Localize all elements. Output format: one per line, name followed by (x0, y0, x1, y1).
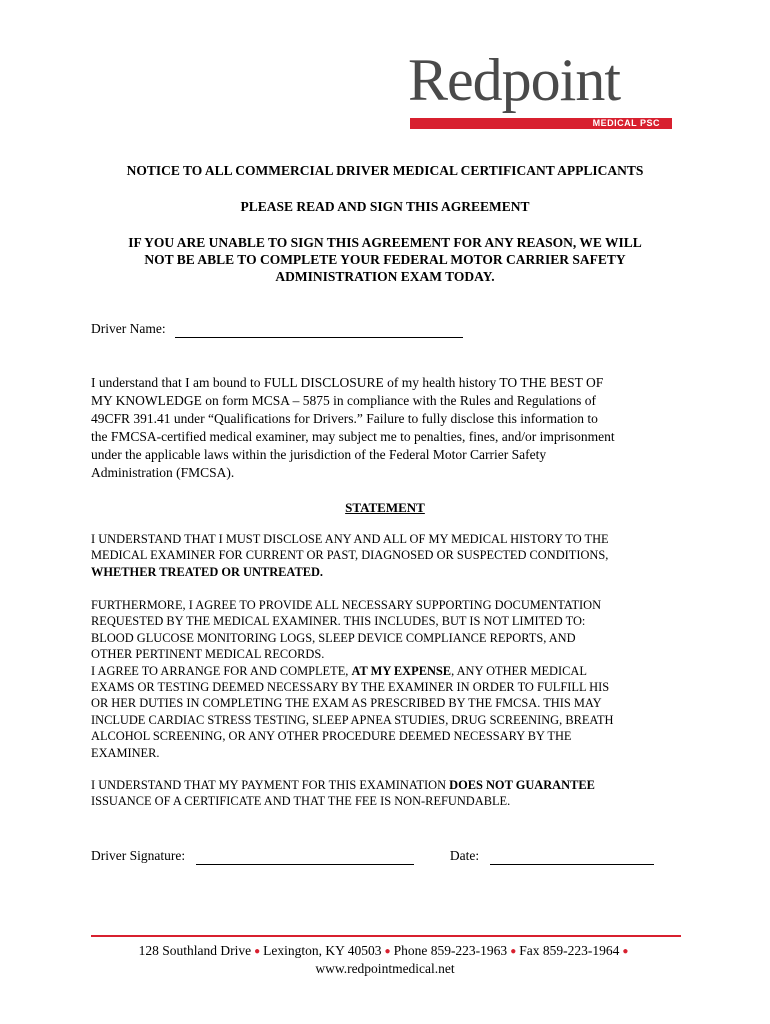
statement-text: I UNDERSTAND THAT MY PAYMENT FOR THIS EXAMINATION (91, 778, 450, 792)
disclosure-line: Administration (FMCSA). (91, 465, 235, 480)
warning-line: IF YOU ARE UNABLE TO SIGN THIS AGREEMENT FOR ANY REASON, WE WILL (128, 235, 642, 250)
bullet-icon: ● (622, 945, 629, 957)
footer-fax: Fax 859-223-1964 (519, 943, 620, 958)
footer-website[interactable]: www.redpointmedical.net (315, 961, 455, 976)
statement-documentation (91, 597, 691, 761)
statement-line: ISSUANCE OF A CERTIFICATE AND THAT THE FEE IS NON-REFUNDABLE. (91, 794, 511, 809)
driver-name-row (91, 320, 691, 338)
logo-wordmark: Redpoint (408, 47, 620, 113)
at-my-expense-emphasis: AT MY EXPENSE (351, 663, 452, 678)
notice-heading: NOTICE TO ALL COMMERCIAL DRIVER MEDICAL CERTIFICANT APPLICANTS (126, 163, 644, 178)
company-logo (408, 47, 676, 130)
statement-line: INCLUDE CARDIAC STRESS TESTING, SLEEP APNEA STUDIES, DRUG SCREENING, BREATH (91, 712, 614, 727)
footer-city: Lexington, KY 40503 (263, 943, 382, 958)
date-label: Date: (449, 848, 480, 863)
warning-heading (60, 234, 710, 285)
statement-line: EXAMINER. (91, 745, 160, 760)
statement-text: , ANY OTHER MEDICAL (451, 663, 587, 678)
signature-field[interactable] (196, 851, 414, 865)
footer-street: 128 Southland Drive (138, 943, 252, 958)
disclosure-line: the FMCSA-certified medical examiner, may subject me to penalties, fines, and/or imprisonment (91, 429, 615, 444)
statement-line-bold: WHETHER TREATED OR UNTREATED. (91, 564, 324, 579)
no-guarantee-emphasis: DOES NOT GUARANTEE (449, 778, 595, 792)
statement-line: REQUESTED BY THE MEDICAL EXAMINER. THIS INCLUDES, BUT IS NOT LIMITED TO: (91, 614, 586, 629)
statement-line: FURTHERMORE, I AGREE TO PROVIDE ALL NECESSARY SUPPORTING DOCUMENTATION (91, 598, 602, 612)
statement-line: MEDICAL EXAMINER FOR CURRENT OR PAST, DIAGNOSED OR SUSPECTED CONDITIONS, (91, 548, 609, 563)
bullet-icon: ● (384, 945, 391, 957)
disclosure-paragraph (91, 374, 691, 482)
statement-line: OR HER DUTIES IN COMPLETING THE EXAM AS PRESCRIBED BY THE FMCSA. THIS MAY (91, 696, 602, 711)
statement-line: EXAMS OR TESTING DEEMED NECESSARY BY THE EXAMINER IN ORDER TO FULFILL HIS (91, 680, 610, 695)
footer-phone: Phone 859-223-1963 (393, 943, 508, 958)
please-read-heading: PLEASE READ AND SIGN THIS AGREEMENT (240, 199, 530, 214)
statement-expense-line (91, 663, 691, 679)
footer-address (60, 942, 710, 961)
statement-text: I AGREE TO ARRANGE FOR AND COMPLETE, (91, 663, 352, 678)
disclosure-line: MY KNOWLEDGE on form MCSA – 5875 in compliance with the Rules and Regulations of (91, 393, 596, 408)
statement-disclose (91, 531, 691, 580)
footer-divider (91, 935, 681, 937)
statement-line: OTHER PERTINENT MEDICAL RECORDS. (91, 647, 325, 662)
disclosure-line: under the applicable laws within the jurisdiction of the Federal Motor Carrier Safety (91, 447, 547, 462)
bullet-icon: ● (510, 945, 517, 957)
statement-title: STATEMENT (345, 500, 425, 515)
statement-payment (91, 777, 691, 810)
statement-payment-line (91, 777, 691, 793)
warning-line: NOT BE ABLE TO COMPLETE YOUR FEDERAL MOTOR CARRIER SAFETY (144, 252, 626, 267)
statement-line: I UNDERSTAND THAT I MUST DISCLOSE ANY AND ALL OF MY MEDICAL HISTORY TO THE (91, 532, 609, 546)
logo-subtitle: MEDICAL PSC (592, 118, 660, 128)
statement-line: ALCOHOL SCREENING, OR ANY OTHER PROCEDURE DEEMED NECESSARY BY THE (91, 729, 572, 744)
signature-row (91, 847, 691, 865)
date-field[interactable] (490, 851, 654, 865)
disclosure-line: I understand that I am bound to FULL DISCLOSURE of my health history TO THE BEST OF (91, 375, 604, 390)
disclosure-line: 49CFR 391.41 under “Qualifications for Drivers.” Failure to fully disclose this information to (91, 411, 598, 426)
bullet-icon: ● (254, 945, 261, 957)
driver-name-label: Driver Name: (91, 321, 166, 336)
statement-line: BLOOD GLUCOSE MONITORING LOGS, SLEEP DEVICE COMPLIANCE REPORTS, AND (91, 630, 576, 645)
logo-bar (410, 118, 672, 129)
driver-name-field[interactable] (175, 324, 463, 338)
warning-line: ADMINISTRATION EXAM TODAY. (275, 269, 495, 284)
signature-label: Driver Signature: (91, 848, 186, 863)
